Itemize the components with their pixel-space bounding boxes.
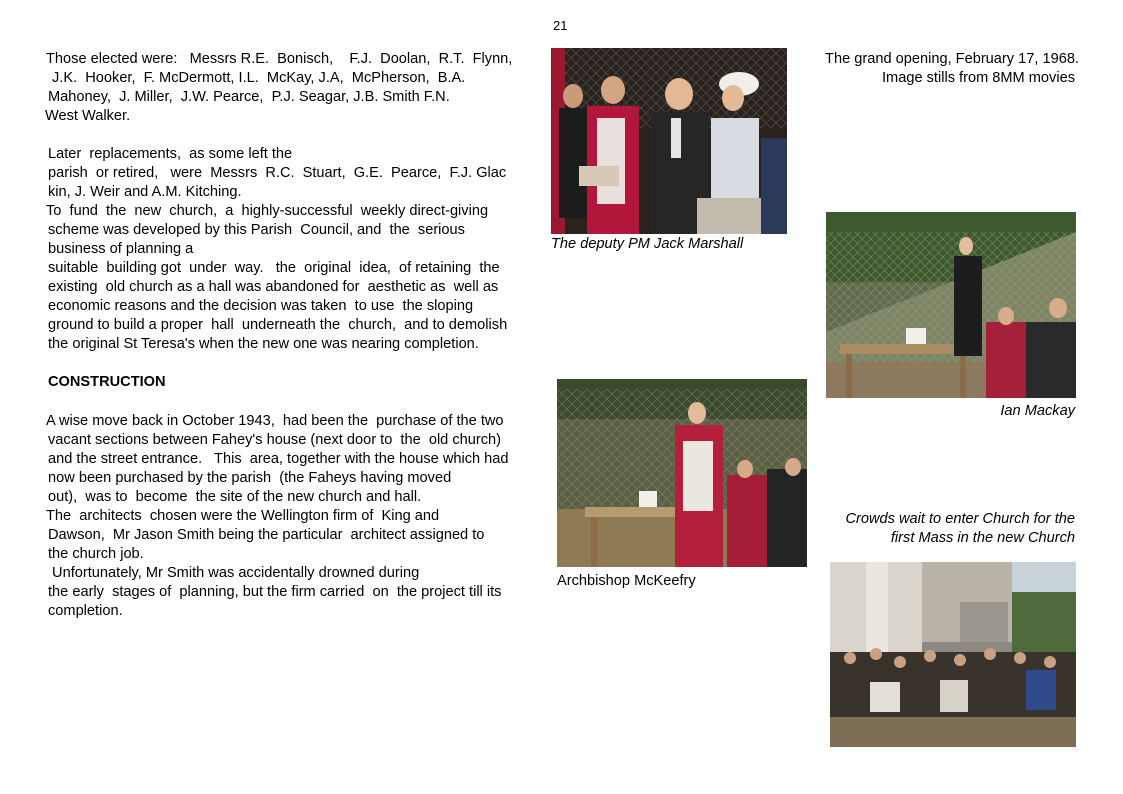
- body-line: out), was to become the site of the new church and hall.: [48, 489, 422, 505]
- photo1-caption: The deputy PM Jack Marshall: [551, 236, 744, 252]
- body-line: economic reasons and the decision was taken to use the sloping: [48, 298, 474, 314]
- body-line: suitable building got under way. the original idea, of retaining the: [48, 260, 500, 276]
- photo2-caption: Ian Mackay: [1000, 403, 1075, 419]
- body-line: parish or retired, were Messrs R.C. Stuart, G.E. Pearce, F.J. Glac: [48, 165, 507, 181]
- body-line: the early stages of planning, but the firm carried on the project till its: [48, 584, 502, 600]
- photo-ian-mackay: [826, 212, 1076, 398]
- photo-crowds: [830, 562, 1076, 747]
- body-line: and the street entrance. This area, together with the house which had: [48, 451, 509, 467]
- photo-archbishop: [557, 379, 807, 567]
- body-line: West Walker.: [45, 108, 131, 124]
- body-line: vacant sections between Fahey's house (next door to the old church): [48, 432, 502, 448]
- body-line: Dawson, Mr Jason Smith being the particular architect assigned to: [48, 527, 485, 543]
- body-line: existing old church as a hall was abandoned for aesthetic as well as: [48, 279, 499, 295]
- body-line: Unfortunately, Mr Smith was accidentally drowned during: [48, 565, 420, 581]
- body-line: Mahoney, J. Miller, J.W. Pearce, P.J. Seagar, J.B. Smith F.N.: [48, 89, 450, 105]
- photo4-caption-line2: first Mass in the new Church: [890, 530, 1075, 546]
- page-number: 21: [553, 18, 568, 33]
- body-line: To fund the new church, a highly-successful weekly direct-giving: [46, 203, 489, 219]
- body-line: the church job.: [48, 546, 144, 562]
- section-heading: CONSTRUCTION: [48, 374, 166, 390]
- opening-caption-line1: The grand opening, February 17, 1968.: [825, 51, 1079, 67]
- body-line: Those elected were: Messrs R.E. Bonisch, F.J. Doolan, R.T. Flynn,: [46, 51, 513, 67]
- photo-seated-dignitaries: [551, 48, 787, 234]
- body-line: A wise move back in October 1943, had been the purchase of the two: [46, 413, 504, 429]
- body-line: kin, J. Weir and A.M. Kitching.: [48, 184, 242, 200]
- body-line: Later replacements, as some left the: [48, 146, 293, 162]
- body-line: business of planning a: [48, 241, 194, 257]
- photo4-caption-line1: Crowds wait to enter Church for the: [845, 511, 1075, 527]
- body-line: The architects chosen were the Wellington firm of King and: [46, 508, 440, 524]
- body-line: ground to build a proper hall underneath the church, and to demolish: [48, 317, 508, 333]
- photo3-caption: Archbishop McKeefry: [557, 573, 696, 589]
- body-line: J.K. Hooker, F. McDermott, I.L. McKay, J.A, McPherson, B.A.: [52, 70, 466, 86]
- body-line: scheme was developed by this Parish Council, and the serious: [48, 222, 465, 238]
- body-line: the original St Teresa's when the new one was nearing completion.: [48, 336, 479, 352]
- opening-caption-line2: Image stills from 8MM movies: [882, 70, 1075, 86]
- body-line: completion.: [48, 603, 123, 619]
- body-line: now been purchased by the parish (the Faheys having moved: [48, 470, 452, 486]
